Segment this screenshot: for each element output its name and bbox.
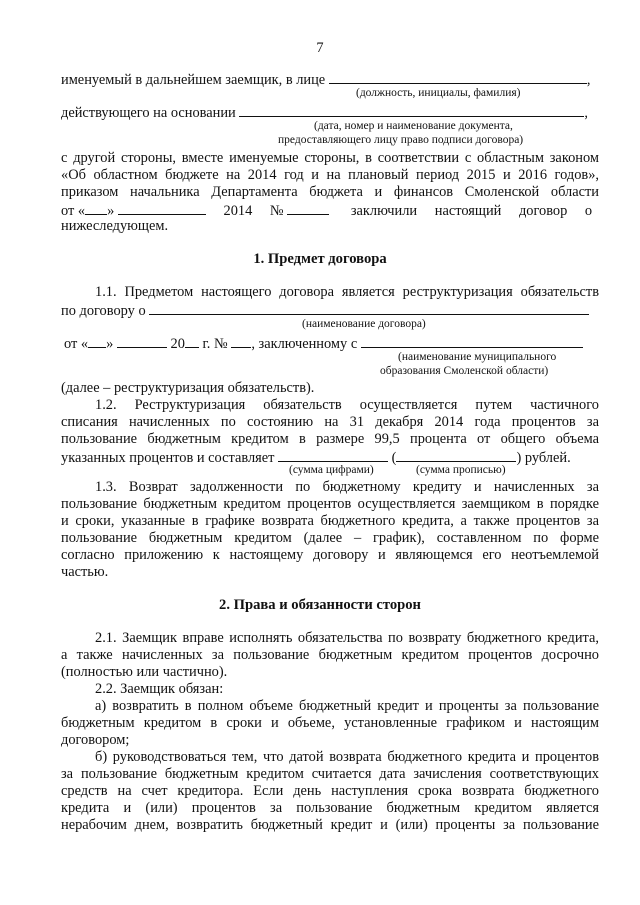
- page-number: 7: [316, 40, 324, 56]
- intro-line-6: от « » 2014 № заключили настоящий договор о: [61, 203, 593, 219]
- pb-line-3: средств на счет кредитора. Если день наступления срока возврата бюджетного: [61, 783, 599, 799]
- pb-line-2: за пользование бюджетным кредитом считается дата зачисления соответствующих: [61, 766, 599, 782]
- pa-line-2: бюджетным кредитом в сроки и объеме, установленные графиком и настоящим: [61, 715, 599, 731]
- p13-line-6: частью.: [61, 564, 109, 580]
- contract-name-blank: [149, 301, 589, 315]
- section-2-title: 2. Права и обязанности сторон: [219, 597, 421, 613]
- p13-line-3: и сроки, указанные в графике возврата бюджетного кредита, а также процентов за: [61, 513, 599, 529]
- caption-document-2: предоставляющего лицу право подписи договора): [278, 134, 524, 146]
- intro-line-3: с другой стороны, вместе именуемые стороны, в соответствии с областным законом: [61, 150, 599, 166]
- pa-line-3: договором;: [61, 732, 130, 748]
- p12-line-3: пользование бюджетным кредитом в размере 99,5 процента от общего объема: [61, 431, 599, 447]
- p12-line-2: списания начисленных по состоянию на 31 декабря 2014 года процентов за: [61, 414, 599, 430]
- caption-municipality-1: (наименование муниципального: [398, 351, 557, 363]
- section-1-title: 1. Предмет договора: [253, 251, 387, 267]
- p21-line-3: (полностью или частично).: [61, 664, 228, 680]
- intro-line-5: приказом начальника Департамента бюджета и финансов Смоленской области: [61, 184, 599, 200]
- contract-day-blank: [88, 334, 106, 348]
- p12-line-4: указанных процентов и составляет ( ) рублей.: [61, 450, 571, 466]
- caption-amount-words: (сумма прописью): [416, 464, 506, 476]
- caption-amount-digits: (сумма цифрами): [289, 464, 374, 476]
- p11-line-1: 1.1. Предметом настоящего договора является реструктуризация обязательств: [95, 284, 599, 300]
- contract-number-blank: [231, 334, 251, 348]
- basis-blank: [239, 103, 584, 117]
- intro-line-7: нижеследующем.: [61, 218, 169, 234]
- pa-line-1: а) возвратить в полном объеме бюджетный кредит и проценты за пользование: [95, 698, 599, 714]
- p21-line-1: 2.1. Заемщик вправе исполнять обязательства по возврату бюджетного кредита,: [95, 630, 599, 646]
- caption-municipality-2: образования Смоленской области): [380, 365, 549, 377]
- p11-line-3: от « » 20 г. № , заключенному с: [64, 334, 583, 353]
- pb-line-5: нерабочим днем, возвратить бюджетный кредит и (или) проценты за пользование: [61, 817, 599, 833]
- contract-month-blank: [117, 334, 167, 348]
- month-blank: [118, 201, 206, 215]
- amount-digits-blank: [278, 448, 388, 462]
- contract-year-blank: [185, 334, 199, 348]
- intro-line-4: «Об областном бюджете на 2014 год и на плановый период 2015 и 2016 годов»,: [61, 167, 599, 183]
- representative-blank: [329, 70, 587, 84]
- p22-line: 2.2. Заемщик обязан:: [95, 681, 224, 697]
- caption-position: (должность, инициалы, фамилия): [356, 87, 521, 99]
- caption-document-1: (дата, номер и наименование документа,: [314, 120, 513, 132]
- intro-line-1: именуемый в дальнейшем заемщик, в лице ,: [61, 72, 591, 88]
- day-blank: [85, 201, 107, 215]
- p21-line-2: а также начисленных за пользование бюджетным кредитом процентов досрочно: [61, 647, 599, 663]
- p13-line-2: пользование бюджетным кредитом процентов осуществляется заемщиком в порядке: [61, 496, 599, 512]
- amount-words-blank: [396, 448, 516, 462]
- intro-line-2: действующего на основании ,: [61, 105, 588, 121]
- order-number-blank: [287, 201, 329, 215]
- p11-line-2: по договору о: [61, 301, 589, 320]
- municipality-blank: [361, 334, 583, 348]
- caption-contract-name: (наименование договора): [302, 318, 426, 330]
- pb-line-4: кредита и (или) процентов за пользование бюджетным кредитом является: [61, 800, 599, 816]
- intro-text-2: действующего на основании: [61, 105, 236, 121]
- pb-line-1: б) руководствоваться тем, что датой возврата бюджетного кредита и процентов: [95, 749, 599, 765]
- p12-line-1: 1.2. Реструктуризация обязательств осуществляется путем частичного: [95, 397, 599, 413]
- p13-line-4: пользование бюджетным кредитом (далее – график), составленном по форме: [61, 530, 599, 546]
- p11-line-4: (далее – реструктуризация обязательств).: [61, 380, 315, 396]
- p13-line-5: согласно приложению к настоящему договору и являющемся его неотъемлемой: [61, 547, 599, 563]
- intro-text-1: именуемый в дальнейшем заемщик, в лице: [61, 72, 326, 88]
- p13-line-1: 1.3. Возврат задолженности по бюджетному кредиту и начисленных за: [95, 479, 599, 495]
